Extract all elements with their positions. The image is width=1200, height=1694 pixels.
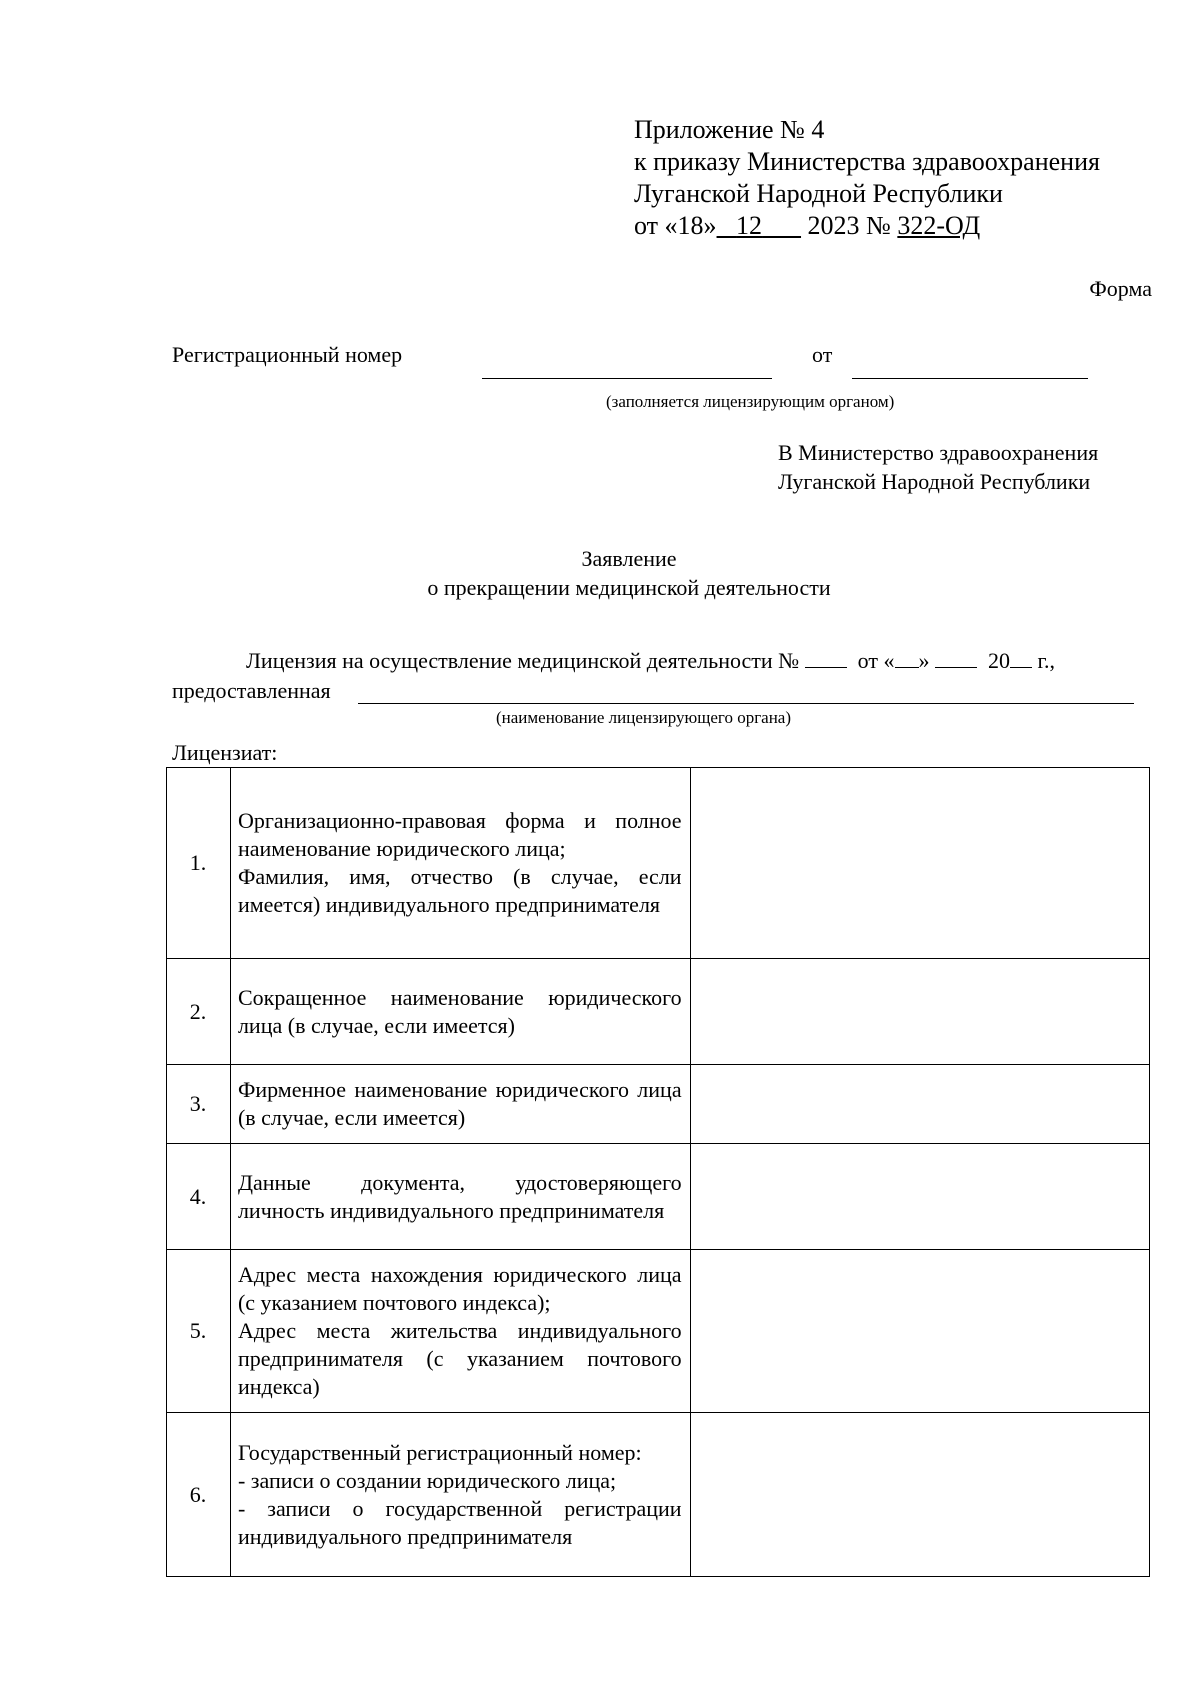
row-description [230,1413,690,1577]
registration-number-field[interactable] [482,378,772,379]
annex-header [634,114,1100,242]
licensee-info-table [166,767,1150,1577]
licensee-label: Лицензиат: [172,740,278,765]
row-number: 6. [167,1413,231,1577]
row-value-field[interactable] [690,1065,1149,1144]
license-number-field[interactable] [805,649,847,668]
addressee-line2: Луганской Народной Республики [778,469,1091,494]
license-quote-close: » [918,648,930,673]
registration-number-label: Регистрационный номер [172,342,403,367]
annex-date-line [634,210,1100,242]
annex-date-month: 12 [736,211,763,240]
row-number: 1. [167,768,231,959]
registration-date-field[interactable] [852,378,1088,379]
registration-date-label: от [812,342,833,367]
row-description-line: Фирменное наименование юридического лица (в случае, если имеется) [237,1077,682,1130]
row-description-line: - записи о государственной регистрации индивидуального предпринимателя [237,1495,682,1549]
table-row [167,959,1150,1065]
license-year-field[interactable] [1010,649,1032,668]
row-value-field[interactable] [690,1413,1149,1577]
row-value-field[interactable] [690,1144,1149,1250]
license-from: от « [857,648,895,673]
row-description-line: Сокращенное наименование юридического лица (в случае, если имеется) [237,984,682,1038]
annex-date-year: 2023 № [807,211,891,240]
license-day-field[interactable] [895,649,919,668]
table-row [167,1144,1150,1250]
addressee-line1: В Министерство здравоохранения [778,440,1099,465]
table-row [167,768,1150,959]
row-description-line: Адрес места нахождения юридического лица (с указанием почтового индекса); [237,1262,682,1315]
row-description-line: Адрес места жительства индивидуального предпринимателя (с указанием почтового индекса) [237,1318,682,1399]
addressee [778,438,1098,496]
table-row [167,1065,1150,1144]
row-number: 5. [167,1250,231,1413]
license-text: Лицензия на осуществление медицинской деятельности № [246,648,800,673]
form-label: Форма [1089,276,1152,301]
row-description-line: - записи о создании юридического лица; [237,1467,617,1493]
row-description [230,768,690,959]
annex-title: Приложение № 4 [634,115,825,144]
document-title [0,544,1200,602]
row-description [230,959,690,1065]
row-description [230,1250,690,1413]
row-description [230,1144,690,1250]
row-value-field[interactable] [690,768,1149,959]
title-line1: Заявление [581,546,677,571]
row-value-field[interactable] [690,1250,1149,1413]
row-description-line: Организационно-правовая форма и полное наименование юридического лица; [237,808,682,861]
annex-date-prefix: от «18» [634,211,717,240]
annex-republic: Луганской Народной Республики [634,179,1003,208]
license-month-field[interactable] [935,649,977,668]
row-number: 3. [167,1065,231,1144]
row-description [230,1065,690,1144]
license-granted-note: (наименование лицензирующего органа) [496,708,792,727]
license-granted-label: предоставленная [172,678,331,703]
title-line2: о прекращении медицинской деятельности [427,575,831,600]
license-year-prefix: 20 [988,648,1010,673]
row-number: 2. [167,959,231,1065]
license-line [172,648,1152,674]
table-row [167,1250,1150,1413]
row-number: 4. [167,1144,231,1250]
annex-order-number: 322-ОД [897,211,981,240]
row-description-line: Фамилия, имя, отчество (в случае, если имеется) индивидуального предпринимателя [237,864,682,917]
annex-order-ref: к приказу Министерства здравоохранения [634,147,1100,176]
license-granted-field[interactable] [358,703,1134,704]
table-row [167,1413,1150,1577]
row-description-line: Государственный регистрационный номер: [237,1439,642,1465]
row-value-field[interactable] [690,959,1149,1065]
license-year-suffix: г., [1037,648,1056,673]
registration-note: (заполняется лицензирующим органом) [606,392,895,411]
row-description-line: Данные документа, удостоверяющего личность индивидуального предпринимателя [237,1169,682,1223]
